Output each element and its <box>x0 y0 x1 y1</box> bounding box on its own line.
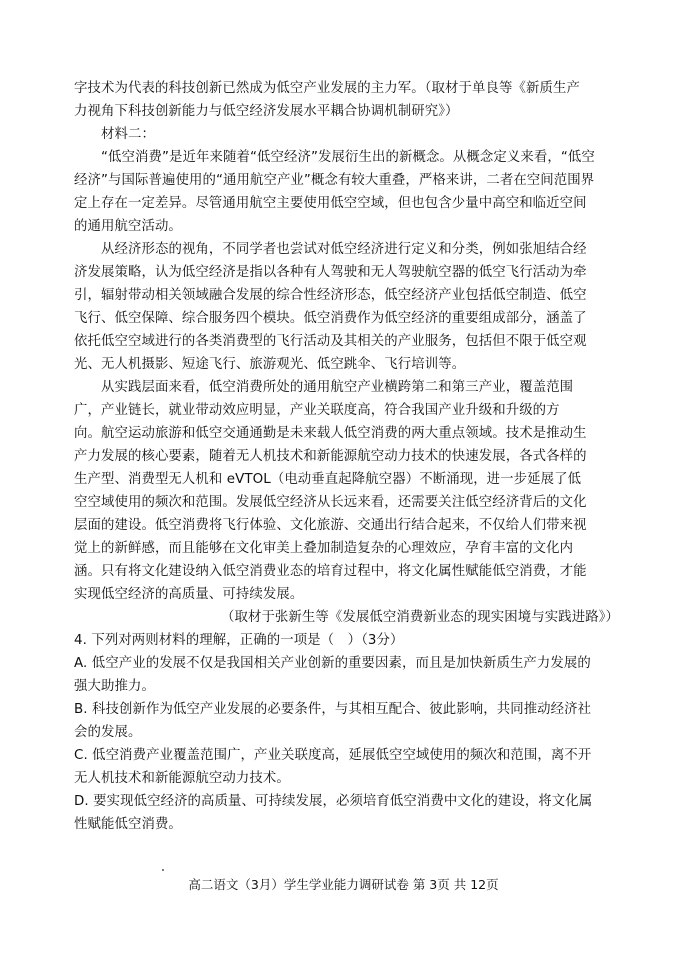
option-line: 强大助推力。 <box>74 679 155 694</box>
text-line: 实现低空经济的高质量、可持续发展。 <box>74 587 304 602</box>
text-line: “低空消费”是近年来随着“低空经济”发展衍生出的新概念。从概念定义来看，“低空 <box>101 150 595 165</box>
text-line: 光、无人机摄影、短途飞行、旅游观光、低空跳伞、飞行培训等。 <box>74 357 466 372</box>
text-line: 觉上的新鲜感，而且能够在文化审美上叠加制造复杂的心理效应，孕育丰富的文化内 <box>74 541 574 556</box>
option-line: 会的发展。 <box>74 725 142 740</box>
material-two-source: （取材于张新生等《发展低空消费新业态的现实困境与实践进路》） <box>220 610 619 625</box>
page-footer: 高二语文（3月）学生学业能力调研试卷 第 3页 共 12页 <box>188 877 499 892</box>
text-line: 层面的建设。低空消费将飞行体验、文化旅游、交通出行结合起来，不仅给人们带来视 <box>74 518 587 533</box>
option-b <box>74 698 619 744</box>
option-line: C. 低空消费产业覆盖范围广，产业关联度高，延展低空空域使用的频次和范围，离不开 <box>74 748 592 763</box>
material-two-paragraph-3 <box>74 376 619 606</box>
question-4 <box>74 629 619 836</box>
previous-paragraph-end <box>74 77 619 123</box>
option-c <box>74 744 619 790</box>
option-line: 无人机技术和新能源航空动力技术。 <box>74 771 290 786</box>
option-d <box>74 790 619 836</box>
option-a <box>74 652 619 698</box>
text-line: 涵。只有将文化建设纳入低空消费业态的培育过程中，将文化属性赋能低空消费，才能 <box>74 564 587 579</box>
option-line: D. 要实现低空经济的高质量、可持续发展，必须培育低空消费中文化的建设，将文化属 <box>74 794 593 809</box>
option-line: B. 科技创新作为低空产业发展的必要条件，与其相互配合、彼此影响，共同推动经济社 <box>74 702 592 717</box>
text-line: 定上存在一定差异。尽管通用航空主要使用低空空域，但也包含少量中高空和临近空间 <box>74 196 587 211</box>
text-line: 空空域使用的频次和范围。发展低空经济从长远来看，还需要关注低空经济背后的文化 <box>74 495 587 510</box>
text-line: 从实践层面来看，低空消费所处的通用航空产业横跨第二和第三产业，覆盖范围 <box>101 380 574 395</box>
text-line: 经济”与国际普遍使用的“通用航空产业”概念有较大重叠，严格来讲，二者在空间范围界 <box>74 173 595 188</box>
material-two-paragraph-1 <box>74 146 619 238</box>
text-line: 广，产业链长，就业带动效应明显，产业关联度高，符合我国产业升级和升级的方 <box>74 403 560 418</box>
footer-dot <box>162 869 164 871</box>
text-line: 字技术为代表的科技创新已然成为低空产业发展的主力军。（取材于单良等《新质生产 <box>74 81 580 96</box>
option-line: A. 低空产业的发展不仅是我国相关产业创新的重要因素，而且是加快新质生产力发展的 <box>74 656 591 671</box>
material-two-heading: 材料二： <box>101 127 155 142</box>
text-line: 产力发展的核心要素，随着无人机技术和新能源航空动力技术的快速发展，各式各样的 <box>74 449 587 464</box>
text-line: 飞行、低空保障、综合服务四个模块。低空消费作为低空经济的重要组成部分，涵盖了 <box>74 311 587 326</box>
document-page <box>74 77 619 836</box>
text-line: 力视角下科技创新能力与低空经济发展水平耦合协调机制研究》） <box>74 104 459 119</box>
text-line: 引，辐射带动相关领域融合发展的综合性经济形态，低空经济产业包括低空制造、低空 <box>74 288 587 303</box>
text-line: 生产型、消费型无人机和 eVTOL（电动垂直起降航空器）不断涌现，进一步延展了低 <box>74 472 582 487</box>
text-line: 依托低空空域进行的各类消费型的飞行活动及其相关的产业服务，包括但不限于低空观 <box>74 334 587 349</box>
option-line: 性赋能低空消费。 <box>74 817 182 832</box>
text-line: 从经济形态的视角，不同学者也尝试对低空经济进行定义和分类，例如张旭结合经 <box>101 242 587 257</box>
text-line: 向。航空运动旅游和低空交通通勤是未来载人低空消费的两大重点领域。技术是推动生 <box>74 426 587 441</box>
text-line: 的通用航空活动。 <box>74 219 182 234</box>
question-stem: 4. 下列对两则材料的理解，正确的一项是（ ）（3分） <box>74 633 404 648</box>
text-line: 济发展策略，认为低空经济是指以各种有人驾驶和无人驾驶航空器的低空飞行活动为牵 <box>74 265 587 280</box>
material-two-paragraph-2 <box>74 238 619 376</box>
